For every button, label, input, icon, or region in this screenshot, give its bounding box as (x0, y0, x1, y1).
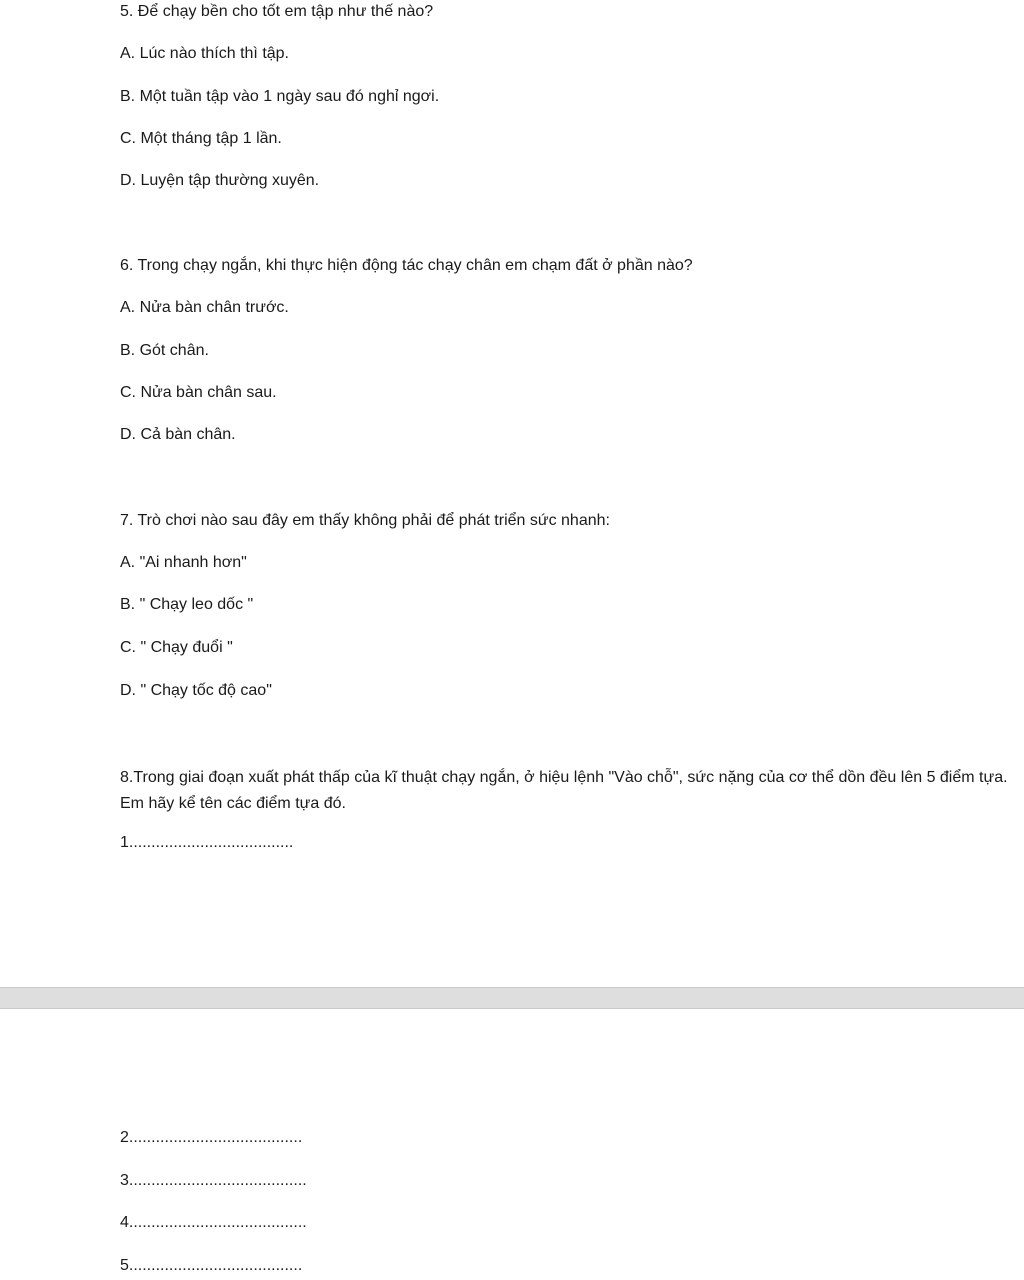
question-5-prompt: 5. Để chạy bền cho tốt em tập như thế nào? (120, 3, 434, 20)
question-5-option-c: C. Một tháng tập 1 lần. (120, 130, 282, 147)
question-7-option-c: C. " Chạy đuổi " (120, 639, 233, 656)
answer-line-4: 4........................................ (120, 1214, 307, 1231)
question-5-option-d: D. Luyện tập thường xuyên. (120, 172, 320, 189)
answer-line-1: 1..................................... (120, 834, 294, 851)
page-break (0, 987, 1024, 1009)
question-6-option-a: A. Nửa bàn chân trước. (120, 299, 289, 316)
question-7-option-a: A. "Ai nhanh hơn" (120, 554, 247, 571)
question-6-option-d: D. Cả bàn chân. (120, 426, 236, 443)
answer-line-5: 5....................................... (120, 1257, 303, 1274)
answer-line-3: 3........................................ (120, 1172, 307, 1189)
question-7-prompt: 7. Trò chơi nào sau đây em thấy không phải để phát triển sức nhanh: (120, 512, 610, 529)
question-5-option-a: A. Lúc nào thích thì tập. (120, 45, 289, 62)
question-7-option-d: D. " Chạy tốc độ cao" (120, 682, 272, 699)
question-6-prompt: 6. Trong chạy ngắn, khi thực hiện động tác chạy chân em chạm đất ở phần nào? (120, 257, 693, 274)
answer-line-2: 2....................................... (120, 1129, 303, 1146)
question-7-option-b: B. " Chạy leo dốc " (120, 596, 254, 613)
question-6-option-c: C. Nửa bàn chân sau. (120, 384, 277, 401)
question-5-option-b: B. Một tuần tập vào 1 ngày sau đó nghỉ ngơi. (120, 88, 440, 105)
question-8-prompt: 8.Trong giai đoạn xuất phát thấp của kĩ thuật chạy ngắn, ở hiệu lệnh "Vào chỗ", sức nặng của cơ thể dồn đều lên 5 điểm tựa. Em hãy kể tên các điểm tựa đó. (120, 769, 1008, 812)
question-6-option-b: B. Gót chân. (120, 342, 209, 359)
